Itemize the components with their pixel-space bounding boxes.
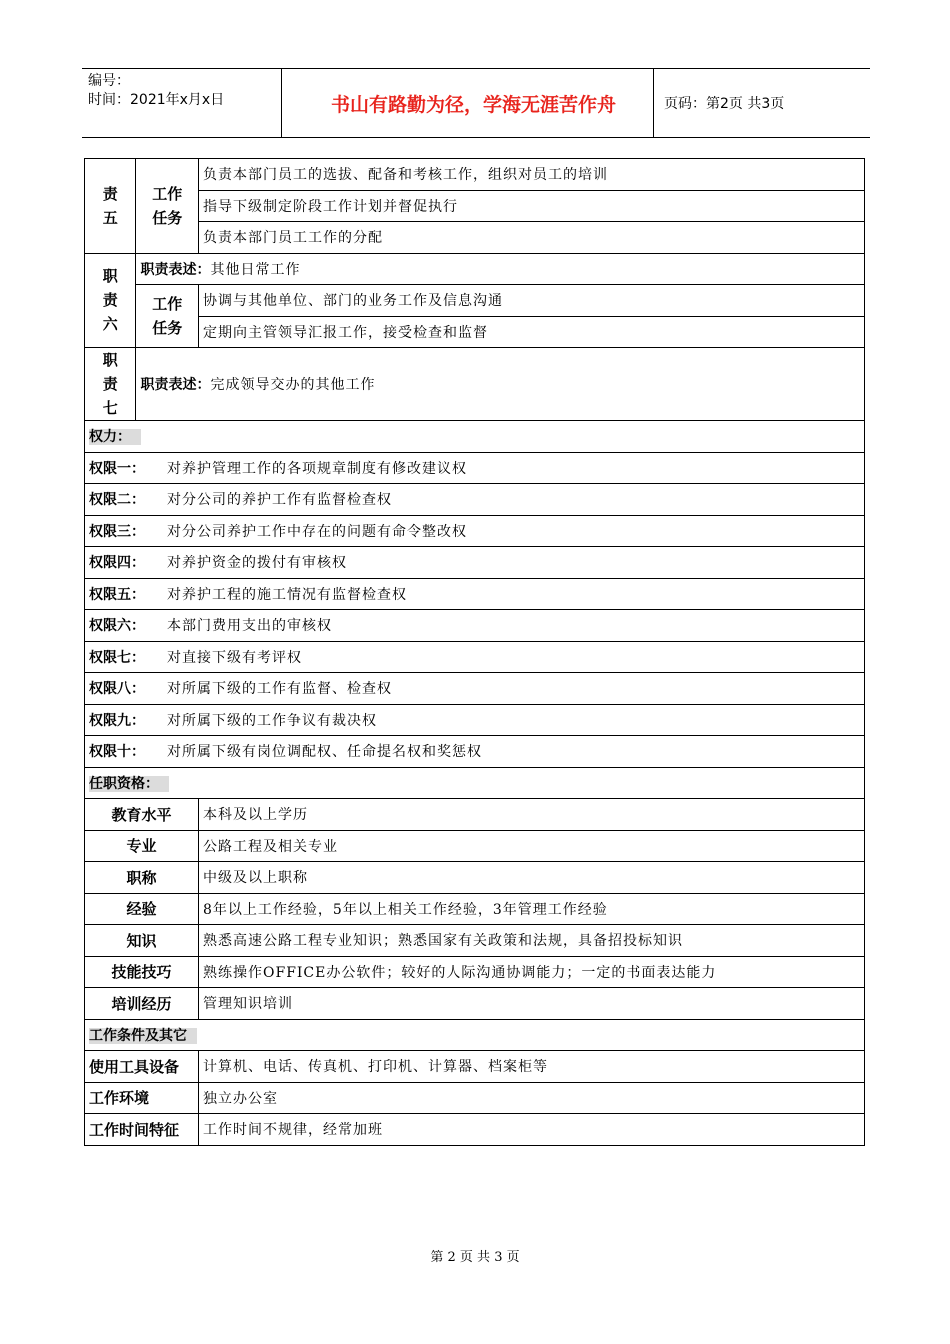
power-label: 权限六： [89, 618, 145, 635]
condition-row [85, 1114, 865, 1146]
qualification-text: 公路工程及相关专业 [199, 830, 865, 862]
qualification-label: 职称 [85, 862, 199, 894]
powers-title: 权力： [89, 429, 141, 445]
duty6-row [85, 253, 865, 285]
power-text: 对养护工程的施工情况有监督检查权 [167, 586, 407, 603]
qualification-label: 知识 [85, 925, 199, 957]
power-row [85, 547, 865, 579]
number-label: 编号： [88, 73, 130, 89]
power-label: 权限七： [89, 649, 145, 666]
power-label: 权限五： [89, 586, 145, 603]
power-text: 本部门费用支出的审核权 [167, 618, 332, 635]
power-text: 对养护管理工作的各项规章制度有修改建议权 [167, 460, 467, 477]
qualification-text: 本科及以上学历 [199, 799, 865, 831]
power-row [85, 673, 865, 705]
power-text: 对养护资金的拨付有审核权 [167, 555, 347, 572]
conditions-title: 工作条件及其它 [89, 1028, 197, 1044]
header-motto: 书山有路勤为径，学海无涯苦作舟 [282, 69, 654, 137]
power-text: 对直接下级有考评权 [167, 649, 302, 666]
power-text: 对所属下级的工作有监督、检查权 [167, 681, 392, 698]
header-meta [82, 69, 282, 137]
qualification-label: 教育水平 [85, 799, 199, 831]
duty5-task: 负责本部门员工工作的分配 [199, 222, 865, 254]
qualification-label: 培训经历 [85, 988, 199, 1020]
qualification-row [85, 925, 865, 957]
power-label: 权限十： [89, 744, 145, 761]
power-row [85, 641, 865, 673]
page-footer: 第 2 页 共 3 页 [430, 1250, 520, 1265]
qualification-label: 专业 [85, 830, 199, 862]
condition-label: 工作时间特征 [85, 1114, 199, 1146]
time-label: 时间：2021年x月x日 [88, 92, 225, 108]
power-row [85, 736, 865, 768]
qualification-text: 8年以上工作经验，5年以上相关工作经验，3年管理工作经验 [199, 893, 865, 925]
qualification-label: 技能技巧 [85, 956, 199, 988]
qualification-row [85, 862, 865, 894]
qualification-text: 熟悉高速公路工程专业知识；熟悉国家有关政策和法规，具备招投标知识 [199, 925, 865, 957]
power-text: 对分公司养护工作中存在的问题有命令整改权 [167, 523, 467, 540]
duty6-label: 职 责 六 [85, 253, 136, 348]
power-label: 权限三： [89, 523, 145, 540]
duty7-desc-label: 职责表述： [140, 377, 211, 393]
power-label: 权限一： [89, 460, 145, 477]
duty7-desc-text: 完成领导交办的其他工作 [210, 377, 376, 393]
page-header [82, 68, 870, 138]
duty6-desc-text: 其他日常工作 [210, 261, 301, 278]
condition-text: 独立办公室 [199, 1082, 865, 1114]
duty5-task: 指导下级制定阶段工作计划并督促执行 [199, 190, 865, 222]
powers-section-header [85, 421, 865, 453]
duty7-desc [136, 348, 865, 421]
qualifications-title: 任职资格： [89, 776, 169, 792]
condition-label: 使用工具设备 [85, 1051, 199, 1083]
duty6-desc-label: 职责表述： [140, 261, 211, 278]
job-description-table [84, 158, 865, 1146]
qualification-label: 经验 [85, 893, 199, 925]
condition-label: 工作环境 [85, 1082, 199, 1114]
condition-row [85, 1051, 865, 1083]
duty5-task: 负责本部门员工的选拔、配备和考核工作，组织对员工的培训 [199, 159, 865, 191]
power-label: 权限八： [89, 681, 145, 698]
qualification-row [85, 830, 865, 862]
duty5-row [85, 159, 865, 191]
power-text: 对分公司的养护工作有监督检查权 [167, 492, 392, 509]
qualification-row [85, 956, 865, 988]
qualification-text: 中级及以上职称 [199, 862, 865, 894]
power-text: 对所属下级有岗位调配权、任命提名权和奖惩权 [167, 744, 482, 761]
power-row [85, 515, 865, 547]
duty6-task: 定期向主管领导汇报工作，接受检查和监督 [199, 316, 865, 348]
qualification-text: 管理知识培训 [199, 988, 865, 1020]
duty5-label: 责 五 [85, 159, 136, 254]
duty7-label: 职 责 七 [85, 348, 136, 421]
power-text: 对所属下级的工作争议有裁决权 [167, 712, 377, 729]
power-row [85, 610, 865, 642]
duty7-row [85, 348, 865, 421]
power-row [85, 704, 865, 736]
power-label: 权限九： [89, 712, 145, 729]
condition-text: 工作时间不规律，经常加班 [199, 1114, 865, 1146]
header-page-info: 页码：第2页 共3页 [664, 96, 785, 112]
qualification-row [85, 988, 865, 1020]
duty6-task: 协调与其他单位、部门的业务工作及信息沟通 [199, 285, 865, 317]
condition-text: 计算机、电话、传真机、打印机、计算器、档案柜等 [199, 1051, 865, 1083]
power-row [85, 578, 865, 610]
qualification-row [85, 893, 865, 925]
duty5-task-label: 工作 任务 [136, 159, 199, 254]
condition-row [85, 1082, 865, 1114]
duty6-desc [136, 253, 865, 285]
power-row [85, 452, 865, 484]
power-label: 权限四： [89, 555, 145, 572]
qualification-row [85, 799, 865, 831]
qualification-text: 熟练操作OFFICE办公软件；较好的人际沟通协调能力；一定的书面表达能力 [199, 956, 865, 988]
power-label: 权限二： [89, 492, 145, 509]
qualifications-section-header [85, 767, 865, 799]
power-row [85, 484, 865, 516]
duty6-task-label: 工作 任务 [136, 285, 199, 348]
conditions-section-header [85, 1019, 865, 1051]
